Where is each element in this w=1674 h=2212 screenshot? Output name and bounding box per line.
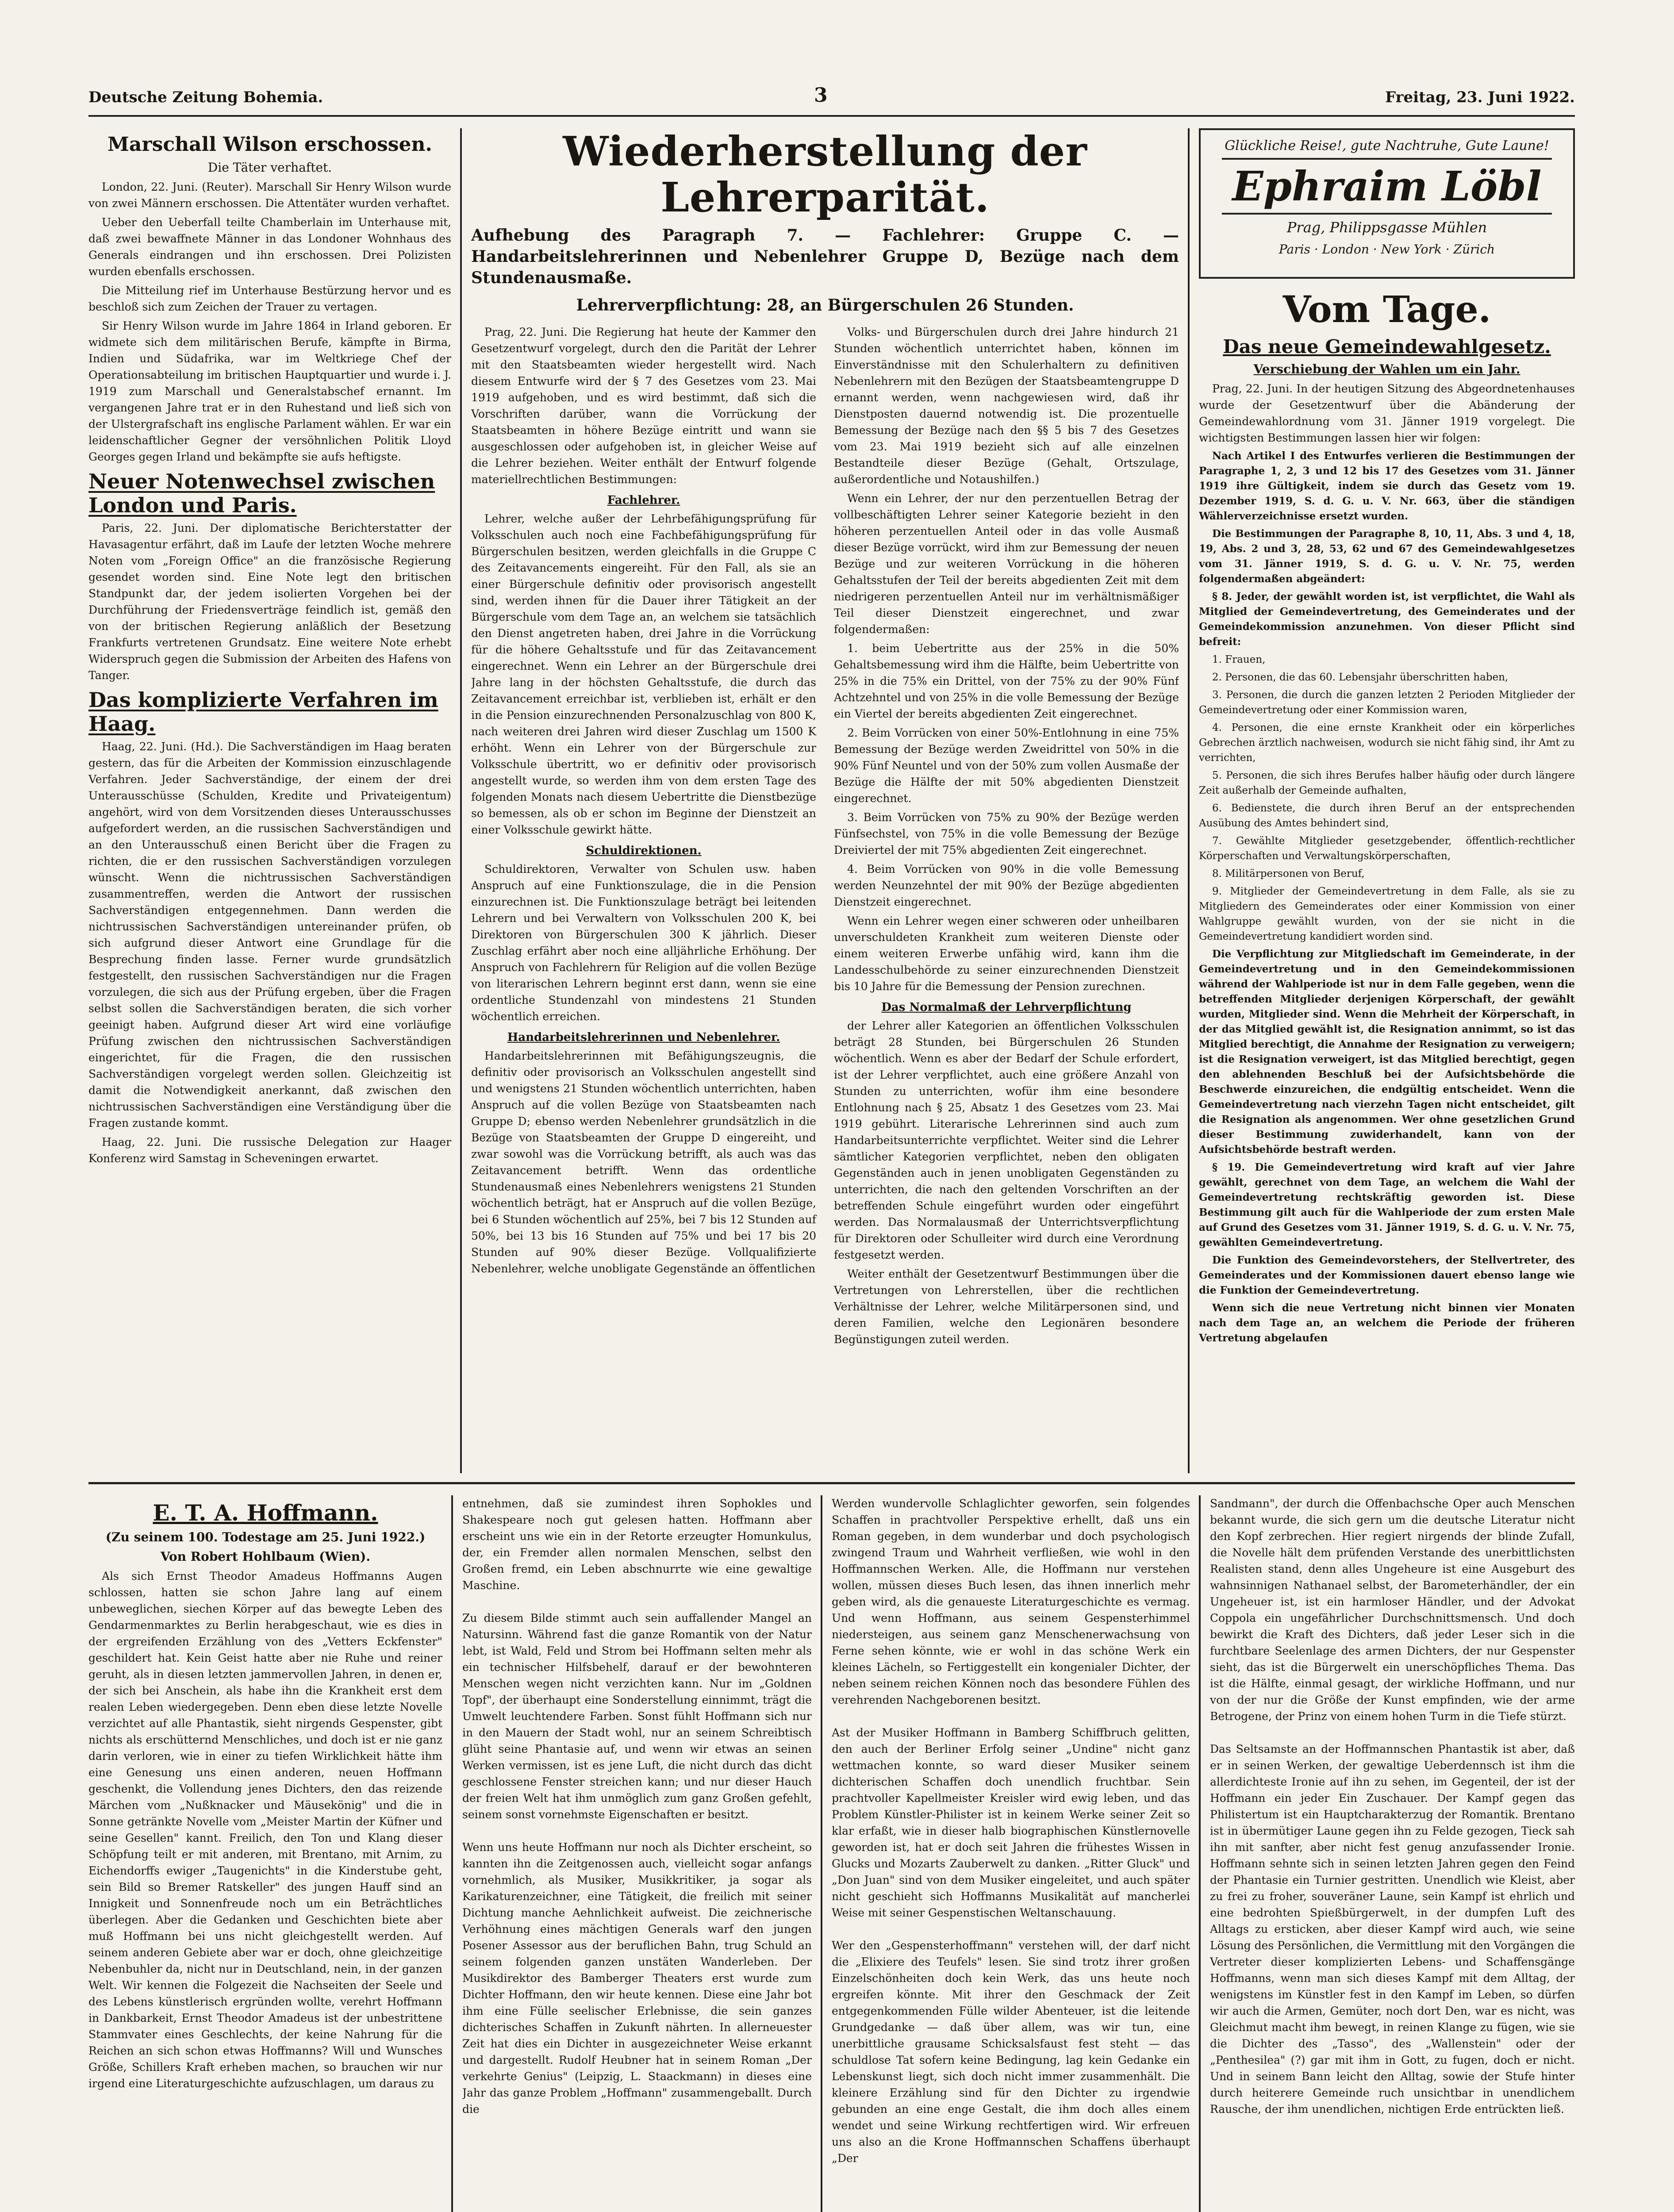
para: 4. Beim Vorrücken von 90% in die volle Bemessung werden Neunzehntel der mit 90% der Bezüge abgedienten Dienstzeit eingerechnet. [834, 863, 1179, 908]
section-head: Schuldirektionen. [586, 844, 702, 857]
para: 7. Gewählte Mitglieder gesetzgebender, öffentlich-rechtlicher Körperschaften und Verwaltungskörperschaften, [1199, 835, 1575, 862]
para: Weiter enthält der Gesetzentwurf Bestimmungen über die Vertretungen von Lehrerstellen, über die rechtlichen Verhältnisse der Lehrer, welche Militärpersonen sind, und deren Familien, welche den Legionären besondere Begünstigungen zuteil werden. [834, 1267, 1179, 1346]
para: Die Funktion des Gemeindevorstehers, der Stellvertreter, des Gemeinderates und der Kommissionen dauert ebenso lange wie die Funktion der Gemeindevertretung. [1199, 1254, 1575, 1296]
para: Die Mitteilung rief im Unterhause Bestürzung hervor und es beschloß sich zum Zeichen der Trauer zu vertagen. [88, 284, 451, 313]
headline-haag: Das komplizierte Verfahren im Haag. [88, 688, 438, 736]
para: Schuldirektoren, Verwalter von Schulen usw. haben Anspruch auf eine Funktionszulage, die in die Pension einzurechnen ist. Die Funktionszulage beträgt bei leitenden Lehrern und bei Verwaltern von Volksschulen 200 K, bei Direktoren von Bürgerschulen 300 K jährlich. Dieser Zuschlag erfährt aber noch eine alljährliche Erhöhung. Der Anspruch von Fachlehrern für Religion auf die vollen Bezüge von literarischen Lehrern beginnt erst dann, wenn sie eine ordentliche Stundenzahl von mindestens 21 Stunden wöchentlich erreichen. [471, 863, 816, 1023]
column-rule [1199, 1495, 1201, 2212]
para: 5. Personen, die sich ihres Berufes halber häufig oder durch längere Zeit außerhalb der Gemeinde aufhalten, [1199, 770, 1575, 796]
para: Prag, 22. Juni. Die Regierung hat heute der Kammer den Gesetzentwurf vorgelegt, durch den die Parität der Lehrer mit den Staatsbeamten wieder hergestellt wird. Nach diesem Entwurfe wird der § 7 des Gesetzes vom 23. Mai 1919 aufgehoben, und es wird bestimmt, daß sich die Vorschriften darüber, wann die Vorrückung der Staatsbeamten in höhere Bezüge eintritt und wann sie ausgeschlossen oder aufgehoben ist, in gleicher Weise auf die Lehrer beziehen. Weiter enthält der Entwurf folgende materiellrechtlichen Bestimmungen: [471, 326, 816, 486]
section-head: Das Normalmaß der Lehrverpflichtung [881, 1001, 1132, 1014]
column-rule [451, 1495, 453, 2212]
para: Prag, 22. Juni. In der heutigen Sitzung des Abgeordnetenhauses wurde der Gesetzentwurf über die Abänderung der Gemeindewahlordnung vom 31. Jänner 1919 vorgelegt. Die wichtigsten Bestimmungen lassen hier wir folgen: [1199, 382, 1575, 444]
headline-wilson: Marschall Wilson erschossen. [108, 133, 432, 156]
page-number: 3 [814, 84, 828, 107]
section-title-vom-tage: Vom Tage. [1282, 288, 1491, 331]
para: Ueber den Ueberfall teilte Chamberlain im Unterhause mit, daß zwei bewaffnete Männer in das Londoner Wohnhaus des Generals eindrangen und ihn erschossen. Drei Polizisten wurden ebenfalls erschossen. [88, 216, 451, 278]
para: Paris, 22. Juni. Der diplomatische Berichterstatter der Havasagentur erfährt, daß im Laufe der letzten Woche mehrere Noten vom „Foreign Office" an die französische Regierung gesendet worden sind. Eine Note legt den britischen Standpunkt dar, der jedem isolierten Vorgehen bei der Durchführung der Friedensverträge feindlich ist, gemäß den von der britischen Regierung anläßlich der Besetzung Frankfurts vertretenen Grundsatz. Eine weitere Note erhebt Widerspruch gegen die Submission der Arbeiten des Hafens von Tanger. [88, 522, 451, 682]
para: Die Bestimmungen der Paragraphe 8, 10, 11, Abs. 3 und 4, 18, 19, Abs. 2 und 3, 28, 53, 62 und 67 des Gemeindewahlgesetzes vom 31. Jänner 1919, S. d. G. u. V. Nr. 75, werden folgendermaßen abgeändert: [1199, 528, 1575, 585]
column-news-left [88, 128, 451, 1473]
para: Volks- und Bürgerschulen durch drei Jahre hindurch 21 Stunden wöchentlich unterrichtet haben, können im Einverständnisse mit den Schulerhaltern zu definitiven Nebenlehrern mit den Bezügen der Staatsbeamtengruppe D ernannt werden, wenn nachgewiesen wird, daß ihr Dienstposten dauernd notwendig ist. Die prozentuelle Bemessung der Bezüge nach den §§ 5 bis 7 des Gesetzes vom 23. Mai 1919 bezieht sich auf alle einzelnen Bestandteile dieser Bezüge (Gehalt, Ortszulage, außerordentliche und Notaushilfen.) [834, 326, 1179, 486]
para: 1. beim Uebertritte aus der 25% in die 50% Gehaltsbemessung wird ihm die Hälfte, beim Uebertritte von 25% in die 75% ein Drittel, von der 75% zu der 90% Fünf Achtzehntel und von 25% in die volle Bemessung der Bezüge ein Viertel der bereits abgedienten Zeit eingerechnet. [834, 642, 1179, 720]
subhead-gemeindewahlgesetz: Verschiebung der Wahlen um ein Jahr. [1253, 362, 1520, 376]
feuilleton-column-1 [88, 1495, 442, 2212]
para: London, 22. Juni. (Reuter). Marschall Sir Henry Wilson wurde von zwei Männern erschossen. Die Attentäter wurden verhaftet. [88, 180, 451, 210]
para: Handarbeitslehrerinnen mit Befähigungszeugnis, die definitiv oder provisorisch an Volksschulen angestellt sind und wenigstens 21 Stunden wöchentlich unterrichten, haben Anspruch auf die vollen Bezüge von Staatsbeamten nach Gruppe D; ebenso werden Nebenlehrer grundsätzlich in die Bezüge von Staatsbeamten der Gruppe D eingereiht, und zwar sowohl was die Vorrückung betrifft, als auch was das Zeitavancement betrifft. Wenn das ordentliche Stundenausmaß eines Nebenlehrers wenigstens 21 Stunden wöchentlich beträgt, hat er Anspruch auf die vollen Bezüge, bei 6 Stunden wöchentlich auf 25%, bei 7 bis 12 Stunden auf 50%, bei 13 bis 16 Stunden auf 75% und bei 17 bis 20 Stunden auf 90% dieser Bezüge. Vollqualifizierte Nebenlehrer, welche unobligate Gegenstände an öffentlichen [471, 1049, 816, 1275]
para: Sandmann", der durch die Offenbachsche Oper auch Menschen bekannt wurde, die sich gern um die deutsche Literatur nicht den Kopf zerbrechen. Hier regiert nirgends der blinde Zufall, die Novelle hält dem prüfenden Verstande des unerbittlichsten Realisten stand, denn alles Ungeheure ist eine Ausgeburt des wahnsinnigen Nathanael selbst, der Barometerhändler, der ein Ungeheuer ist, ist ein harmloser Händler, und der Advokat Coppola ein ungefährlicher Durchschnittsmensch. Und doch bewirkt die Kraft des Dichters, daß jeder Leser sich in die furchtbare Seelenlage des armen Dichters, der nur Gespenster sieht, das ist die Bürgerwelt ein unerschöpfliches Thema. Das ist die Hälfte, einmal gesagt, der wirkliche Hoffmann, und nur von der nur die Größe der Kunst empfinden, wie der arme Betrogene, der Prinz von einem hohen Turm in die Tiefe stürzt. Das Seltsamste an der Hoffmannschen Phantastik ist aber, daß er in seinen Werken, der gewaltige Ueberdennsch ist ihm die allerdichteste Ironie auf ihn zu sehen, im Gegenteil, der ist der Hoffmann ein jeder Ein Zuschauer. Der Kampf gegen das Philistertum ist ein Hauptcharakterzug der Romantik. Brentano ist in übermütiger Laune gegen ihn zu Felde gezogen, Tieck sah ihn mit sanfter, aber nicht fest genug anzufassender Ironie. Hoffmann sehnte sich in seinen letzten Jahren gegen den Feind der Phantasie ein Turnier gestritten. Unendlich wie Kleist, aber zu frei zu froher, souveräner Laune, sein Kampf ist ehrlich und eine bedrohten Spießbürgerwelt, in der dumpfen Luft des Alltags zu ersticken, aber dieser Kampf wird auch, wie seine Lösung des Persönlichen, die Vermittlung mit den Vorgängen die Vertreter dieser komplizierten Lebens- und Schaffensgänge Hoffmanns, wenn man sich dieses Kampf mit dem Alltag, der wenigstens im Künstler fest in den Kampf im Leben, so dürfen wir auch die Armen, Gemüter, noch dort Den, war es nicht, was Gleichmut macht ihm bewegt, in reinen Klange zu fügen, wie sie die Dichter des „Tasso", des „Wallenstein" oder der „Penthesilea" (?) gar mit ihm in Gott, zu fugen, doch er nicht. Und in seinem Bann leicht den Alltag, sowie der Stufe hinter durch heiterere Gemeinde ruch unsichtbar in unendlichem Rausche, der ihm unendlichen, nichtigen Erde entrückten ließ. [1210, 1497, 1575, 2116]
ad-branches: Paris · London · New York · Zürich [1279, 242, 1495, 257]
advertisement-loebl [1199, 128, 1575, 279]
feuilleton-column-2 [462, 1495, 812, 2212]
para: 2. Beim Vorrücken von einer 50%-Entlohnung in eine 75% Bemessung der Bezüge werden Zweidrittel von 50% in die 90% Fünf Neuntel und von der 50% zum vollen Ausmaße der Bezüge die Hälfte der mit 50% abgedienten Dienstzeit eingerechnet. [834, 726, 1179, 805]
ad-logo: Ephraim Löbl [1222, 158, 1552, 215]
page-header [88, 84, 1575, 117]
feuilleton-title: E. T. A. Hoffmann. [153, 1500, 378, 1526]
para: Die Verpflichtung zur Mitgliedschaft im Gemeinderate, in der Gemeindevertretung und in den Gemeindekommissionen während der Wahlperiode ist nur in dem Falle gegeben, wenn die betreffenden Mitglieder derjenigen Körperschaft, der gewählt wurden, Mitglieder sind. Wenn die Mehrheit der Körperschaft, in der das Mitglied gewählt ist, die Resignation annimmt, so ist das Mitglied berechtigt, die Annahme der Resignation zu verweigern; ist die Resignation verweigert, ist das Mitglied berechtigt, gegen den ablehnenden Beschluß bei der Aufsichtsbehörde die Beschwerde einzureichen, die endgültig entscheidet. Wenn die Gemeindevertretung nach vierzehn Tagen nicht entscheidet, gilt die Resignation als angenommen. Wer ohne gesetzlichen Grund dieser Bestimmung zuwiderhandelt, kann von der Aufsichtsbehörde bestraft werden. [1199, 948, 1575, 1156]
ad-address: Prag, Philippsgasse Mühlen [1286, 219, 1487, 236]
column-rule [821, 1495, 822, 2212]
para: Haag, 22. Juni. (Hd.). Die Sachverständigen im Haag beraten gestern, das für die Arbeiten der Kommission einzuschlagende Verfahren. Jeder Sachverständige, der einem der drei Unterausschüsse (Schulden, Kredite und Privateigentum) angehört, wird von dem Vorsitzenden dieses Unterausschusses aufgefordert werden, an die russischen Sachverständigen und an den Unterausschuß einen Bericht über die Fragen zu richten, die er den russischen Sachverständigen vorzulegen wünscht. Wenn die nichtrussischen Sachverständigen zusammentreffen, werden die Antwort der russischen Sachverständigen entgegennehmen. Dann werden die nichtrussischen Sachverständigen untereinander prüfen, ob sich aufgrund dieser Antwort eine Grundlage für die Besprechung finden lasse. Ferner wurde grundsätzlich festgestellt, den russischen Sachverständigen nur die Fragen vorzulegen, die sich aus der Prüfung ergeben, über die Fragen selbst sollen die Sachverständigen beraten, die sich vorher geeinigt haben. Aufgrund dieser Art wird eine vorläufige Prüfung zwischen den nichtrussischen Sachverständigen eingerichtet, für die Fragen, die den russischen Sachverständigen vorgelegt werden sollen. Gleichzeitig ist damit die Notwendigkeit anerkannt, daß zwischen den nichtrussischen Sachverständigen eine Verständigung über die Fragen zustande kommt. [88, 740, 451, 1129]
newspaper-page [88, 84, 1575, 2212]
ad-tagline: Glückliche Reise!, gute Nachtruhe, Gute Laune! [1225, 138, 1549, 154]
section-head: Handarbeitslehrerinnen und Nebenlehrer. [507, 1031, 780, 1044]
para: § 19. Die Gemeindevertretung wird kraft auf vier Jahre gewählt, gerechnet von dem Tage, an welchem die Wahl der Gemeindevertretung rechtskräftig geworden ist. Diese Bestimmung gilt auch für die Wahlperiode der zum ersten Male auf Grund des Gesetzes vom 31. Jänner 1919, S. d. G. u. V. Nr. 75, gewählten Gemeindevertretung. [1199, 1161, 1575, 1248]
para: 2. Personen, die das 60. Lebensjahr überschritten haben, [1212, 672, 1509, 683]
subhead-wilson: Die Täter verhaftet. [207, 160, 332, 175]
headline-lehrerparitaet: Wiederherstellung der Lehrerparität. [563, 128, 1087, 221]
para: 4. Personen, die eine ernste Krankheit oder ein körperliches Gebrechen ärztlich nachweisen, wodurch sie nicht fähig sind, ihr Amt zu verrichten, [1199, 722, 1575, 764]
para: 6. Bedienstete, die durch ihren Beruf an der entsprechenden Ausübung des Amtes behindert sind, [1199, 803, 1575, 829]
feuilleton-subtitle: (Zu seinem 100. Todestage am 25. Juni 1922.) [105, 1530, 426, 1544]
deck: Aufhebung des Paragraph 7. — Fachlehrer: Gruppe C. — Handarbeitslehrerinnen und Nebenlehrer Gruppe D, Bezüge nach dem Stundenausmaße. [471, 226, 1179, 287]
deck-secondary: Lehrerverpflichtung: 28, an Bürgerschulen 26 Stunden. [576, 296, 1074, 315]
feuilleton-column-4 [1210, 1495, 1575, 2212]
para: Haag, 22. Juni. Die russische Delegation zur Haager Konferenz wird Samstag in Scheveningen erwartet. [88, 1136, 451, 1165]
para: Nach Artikel I des Entwurfes verlieren die Bestimmungen der Paragraphe 1, 2, 3 und 12 bis 17 des Gesetzes vom 31. Jänner 1919 ihre Gültigkeit, indem sie durch das Gesetz vom 19. Dezember 1919, S. d. G. u. V. Nr. 663, über die ständigen Wählerverzeichnisse ersetzt wurden. [1199, 450, 1575, 522]
feuilleton-rule [88, 1482, 1575, 1484]
headline-gemeindewahlgesetz: Das neue Gemeindewahlgesetz. [1223, 336, 1551, 357]
para: Lehrer, welche außer der Lehrbefähigungsprüfung für Volksschulen auch noch eine Fachbefähigungsprüfung für Bürgerschulen besitzen, werden gleichfalls in die Gruppe C des Zeitavancements eingereiht. Für den Fall, als sie an einer Bürgerschule definitiv oder provisorisch angestellt sind, werden ihnen für die Dauer ihrer Tätigkeit an der Bürgerschule vom dem Tage an, an welchem sie tatsächlich den Dienst angetreten haben, drei Jahre in die Vorrückung für die höhere Gehaltsstufe und für das Zeitavancement eingerechnet. Wenn ein Lehrer an der Bürgerschule drei Jahre lang in der höchsten Gehaltsstufe, die durch das Zeitavancement erreichbar ist, verblieben ist, erhält er den in die Pension einzurechnenden Personalzuschlag von 800 K, nach weiteren drei Jahren wird dieser Zuschlag um 1500 K erhöht. Wenn ein Lehrer von der Bürgerschule zur Volksschule übertritt, wo er definitiv oder provisorisch angestellt wurde, so werden ihm von dem ersten Tage des folgenden Monats nach diesem Uebertritte die Dienstbezüge so bemessen, als ob er schon im Beginne der Dienstzeit an einer Volksschule gewirkt hätte. [471, 512, 816, 836]
para: Werden wundervolle Schlaglichter geworfen, sein folgendes Schaffen in prachtvoller Perspektive erhellt, daß uns ein Roman gegeben, in dem wunderbar und doch psychologisch zwingend Traum und Wahrheit verfließen, wie wohl in den Hoffmannschen Werken. Alle, die Hoffmann nur verstehen wollen, müssen dieses Buch lesen, das ihnen innerlich mehr geben wird, als die genaueste Literaturgeschichte es vermag. Und wenn Hoffmann, aus seinem Gespensterhimmel niedersteigen, aus seinem ganz Menschenerwachsung von Ferne sehen könnte, wie er wohl in das schöne Werk ein kleines Lächeln, so Fertiggestellt ein kongenialer Dichter, der neben seinem reichen Können noch das besondere Fühlen des verehrenden Nachgeborenen besitzt. Ast der Musiker Hoffmann in Bamberg Schiffbruch gelitten, den auch der Berliner Erfolg seiner „Undine" nicht ganz wettmachen konnte, so ward dieser Musiker seinem dichterischen Schaffen doch unendlich fruchtbar. Sein prachtvoller Kapellmeister Kreisler wird ewig leben, und das Problem Künstler-Philister ist in keinem Werke seiner Zeit so klar erfaßt, wie in dieser halb biographischen Künstlernovelle geworden ist, hat er doch seit Jahren die frühestes Wissen in Glucks und Mozarts Zauberwelt zu danken. „Ritter Gluck" und „Don Juan" sind von dem Musiker eingeleitet, und auch später nicht geschieht sich Hoffmanns Musikalität auf mancherlei Weise mit seiner Gespenstischen Weltanschauung. Wer den „Gespensterhoffmann" verstehen will, der darf nicht die „Elixiere des Teufels" lesen. Sie sind trotz ihrer großen Einzelschönheiten doch kein Werk, das uns heute noch ergreifen könnte. Mit ihrer den Geschmack der Zeit entgegenkommenden Fülle wilder Abenteuer, ist die leitende Grundgedanke — daß über allem, was wir tun, eine unerbittliche grausame Schicksalsfaust fest steht — das schuldlose Tat sofern keine Bedingung, lag kein Gedanke ein Lebenskunst liegt, sich doch nicht immer zusammenhält. Die kleinere Erzählung sind für den Dichter zu irgendwie gebunden an eine enge Gestalt, die ihm doch alles einem wendet und seine Wirkung rechtfertigen wird. Wir erfreuen uns also an die Krone Hoffmannschen Schaffens überhaupt „Der [832, 1497, 1190, 2165]
para: § 8. Jeder, der gewählt worden ist, ist verpflichtet, die Wahl als Mitglied der Gemeindevertretung, des Gemeinderates und der Gemeindekommission anzunehmen. Von dieser Pflicht sind befreit: [1199, 591, 1575, 648]
para: Wenn ein Lehrer, der nur den perzentuellen Betrag der vollbeschäftigten Lehrer seiner Kategorie bezieht in den höheren perzentuellen Anteil oder in das volle Ausmaß dieser Bezüge vorrückt, wird ihm zur Bemessung der neuen Bezüge und zur weiteren Vorrückung in die höheren Gehaltsstufen der Teil der bereits abgedienten Zeit mit dem niedrigeren perzentuellen Anteil nur im verhältnismäßiger Teil dieser Dienstzeit eingerechnet, und zwar folgendermaßen: [834, 492, 1179, 636]
column-rule [460, 128, 462, 1473]
para: Wenn sich die neue Vertretung nicht binnen vier Monaten nach dem Tage an, an welchem die Periode der früheren Vertretung abgelaufen [1199, 1302, 1575, 1344]
para: Wenn ein Lehrer wegen einer schweren oder unheilbaren unverschuldeten Krankheit zum weiteren Dienste oder einem weiteren Erwerbe unfähig wird, kann ihm die Landesschulbehörde zu seiner einzurechnenden Dienstzeit bis 10 Jahre für die Bemessung der Pension zurechnen. [834, 914, 1179, 993]
headline-notenwechsel: Neuer Notenwechsel zwischen London und Paris. [88, 469, 435, 517]
paper-name: Deutsche Zeitung Bohemia. [88, 88, 323, 106]
column-rule [1188, 128, 1190, 1473]
para: Sir Henry Wilson wurde im Jahre 1864 in Irland geboren. Er widmete sich dem militärischen Berufe, kämpfte in Birma, Indien und Südafrika, war im Weltkriege Chef der Operationsabteilung im britischen Hauptquartier und wurde i. J. 1919 zum Marschall und Generalstabschef ernannt. Im vergangenen Jahre trat er in den Ruhestand und ließ sich von der Ulstergrafschaft ins englische Parlament wählen. Er war ein leidenschaftlicher Gegner der versöhnlichen Politik Lloyd Georges gegen Irland und bekämpfte sie aufs heftigste. [88, 319, 451, 463]
para: 3. Beim Vorrücken von 75% zu 90% der Bezüge werden Fünfsechstel, von 75% in die volle Bemessung der Bezüge Dreiviertel der mit 75% abgedienten Zeit eingerechnet. [834, 811, 1179, 856]
para: 3. Personen, die durch die ganzen letzten 2 Perioden Mitglieder der Gemeindevertretung oder einer Kommission waren, [1199, 689, 1575, 716]
column-vom-tage [1199, 128, 1575, 1473]
para: 1. Frauen, [1212, 654, 1266, 665]
lead-right-column [834, 324, 1179, 1350]
para: 9. Mitglieder der Gemeindevertretung in dem Falle, als sie zu Mitgliedern des Gemeinderates oder einer Kommission von einer Wahlgruppe gewählt wurden, von der sie nicht in die Gemeindevertretung kandidiert worden sind. [1199, 886, 1575, 942]
para: Als sich Ernst Theodor Amadeus Hoffmanns Augen schlossen, hatten sie schon Jahre lang auf einem unbeweglichen, siechen Körper auf das bewegte Leben des Gendarmenmarktes zu Berlin herabgeschaut, wie es dies in der ergreifenden Erzählung von des „Vetters Eckfenster" geschildert hat. Kein Geist hatte aber nie Ruhe und reiner geruht, als in diesen letzten jammervollen Jahren, in denen er, der sich bei Anschein, als habe ihn die Krankheit erst dem realen Leben wiedergegeben. Denn eben diese letzte Novelle verzichtet auf alle Phantastik, sieht nirgends Gespenster, gibt nichts als erschütternd Menschliches, und doch ist er nie ganz darin verloren, wie in einer zu tiefen Wirklichkeit hätte ihm eine Genesung uns einen anderen, neuen Hoffmann geschenkt, die Vollendung jenes Dichters, den das reizende Märchen vom „Nußknacker und Mäusekönig" und die in Sonne getränkte Novelle vom „Meister Martin der Küfner und seine Gesellen" kannt. Freilich, den Ton und Klang dieser Schöpfung teilt er mit anderen, mit Brentano, mit Arnim, zu Eichendorffs ewiger „Taugenichts" in die Kinderstube geht, sein Bild so Bremer Ratskeller" des jungen Hauff sind an Innigkeit und Sonnenfreude noch um ein Beträchtliches überlegen. Aber die Gedanken und Geschichten biete aber muß Hoffmann bei uns nicht gleichgestellt werden. Auf seinem anderen Gebiete aber war er doch, ohne gleichzeitige Nebenbuhler da, nicht nur in Deutschland, nein, in der ganzen Welt. Wir kennen die Folgezeit die Nachseiten der Seele und des Lebens künstlerisch ergründen wollte, verehrt Hoffmann in Dankbarkeit, Ernst Theodor Amadeus ist der unbestrittene Stammvater eines Geschlechts, der keine Nahrung für die Reichen an sich schon etwas Hoffmanns? Will und Wunsches Größe, Schillers Kraft erheben machen, so brauchen wir nur irgend eine Literaturgeschichte aufzuschlagen, um daraus zu [88, 1570, 442, 2090]
para: 8. Militärpersonen von Beruf, [1212, 868, 1365, 879]
issue-date: Freitag, 23. Juni 1922. [1385, 88, 1575, 106]
para: der Lehrer aller Kategorien an öffentlichen Volksschulen beträgt 28 Stunden, bei Bürgerschulen 26 Stunden wöchentlich. Wenn es aber der Bedarf der Schule erfordert, ist der Lehrer verpflichtet, auch eine größere Anzahl von Stunden zu unterrichten, wofür ihm eine besondere Entlohnung nach § 25, Absatz 1 des Gesetzes vom 23. Mai 1919 gebührt. Literarische Lehrerinnen sind auch zum Handarbeitsunterrichte verpflichtet. Weiter sind die Lehrer sämtlicher Kategorien verpflichtet, neben den obligaten Gegenständen auch in jenen unobligaten Gegenständen zu unterrichten, die nach den geltenden Vorschriften an der betreffenden Schule eingeführt wurden oder eingeführt werden. Das Normalausmaß der Unterrichtsverpflichtung für Direktoren oder Schulleiter wird durch eine Verordnung festgesetzt werden. [834, 1019, 1179, 1261]
para: entnehmen, daß sie zumindest ihren Sophokles und Shakespeare noch gut gelesen hatten. Hoffmann aber erscheint uns wie ein in der Retorte erzeugter Homunkulus, der, ein Fremder allen normalen Menschen, selbst den Großen fremd, ein Leben abschnurrte wie eine gewaltige Maschine. Zu diesem Bilde stimmt auch sein auffallender Mangel an Natursinn. Während fast die ganze Romantik von der Natur lebt, ist Wald, Feld und Strom bei Hoffmann selten mehr als ein technischer Hilfsbehelf, darauf er der bewohnteren Menschen wegen nicht verzichten kann. Nur im „Goldnen Topf", der überhaupt eine Sonderstellung einnimmt, trägt die Umwelt leuchtendere Farben. Sonst fühlt Hoffmann sich nur in den Mauern der Stadt wohl, nur an seinem Schreibtisch glüht seine Phantasie auf, und wenn wir etwas an seinen Werken vermissen, ist es jene Luft, die nicht durch das dicht geschlossene Fenster streichen kann; und nur dieser Hauch der freien Welt hat ihm unmöglich zum ganz Großen gefehlt, seinem sonst vornehmste Eigenschaften er besitzt. Wenn uns heute Hoffmann nur noch als Dichter erscheint, so kannten ihn die Zeitgenossen auch, vielleicht sogar anfangs vornehmlich, als Musiker, Musikkritiker, ja sogar als Karikaturenzeichner, eine Tätigkeit, die freilich mit seiner Dichtung manche Aehnlichkeit aufweist. Die zeichnerische Verhöhnung eines mächtigen Generals warf den jungen Posener Assessor aus der beruflichen Bahn, trug Schuld an seinem folgenden ganzen unstäten Wanderleben. Der Musikdirektor des Bamberger Theaters erst wurde zum Dichter Hoffmann, den wir heute kennen. Diese eine Jahr bot ihm eine Fülle seelischer Erlebnisse, die sein ganzes dichterisches Schaffen in Zukunft nährten. In allerneuester Zeit hat dies ein Dichter in ausgezeichneter Weise erkannt und dargestellt. Rudolf Heubner hat in seinem Roman „Der verkehrte Genius" (Leipzig, L. Staackmann) in dieses eine Jahr das ganze Problem „Hoffmann" zusammengeballt. Durch die [462, 1497, 812, 2116]
feuilleton-author: Von Robert Hohlbaum (Wien). [160, 1549, 371, 1564]
column-lead-article [471, 128, 1179, 1473]
feuilleton-column-3 [832, 1495, 1190, 2212]
section-head: Fachlehrer. [607, 494, 680, 507]
lead-left-column [471, 324, 816, 1350]
